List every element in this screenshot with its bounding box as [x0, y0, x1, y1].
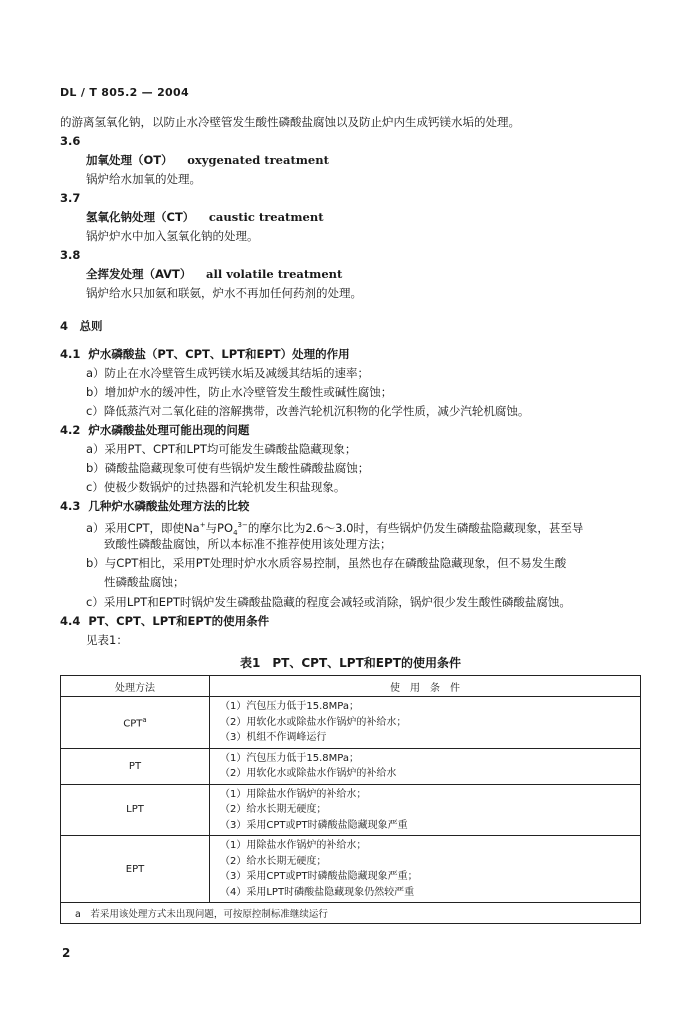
section-3-8-title-en: all volatile treatment	[206, 267, 343, 281]
section-4-4-title	[60, 613, 269, 629]
section-3-7-title-zh: 氢氧化钠处理（CT）	[86, 210, 195, 224]
table-row	[61, 836, 641, 903]
section-4-3-item-b-line1: b）与CPT相比，采用PT处理时炉水水质容易控制，虽然也存在磷酸盐隐藏现象，但不易发生酸	[86, 556, 567, 570]
phosphate-subscript: 4	[233, 529, 238, 538]
method-label: LPT	[126, 804, 144, 816]
item-a-text-1: a）采用CPT，即使Na	[86, 520, 200, 535]
table-footnote-row	[61, 903, 641, 924]
conditions-cell	[210, 784, 641, 836]
header-conditions: 使 用 条 件	[210, 676, 641, 697]
section-4-1-number: 4.1	[60, 347, 81, 361]
section-4-4-see-table: 见表1：	[86, 633, 128, 647]
conditions-table	[60, 675, 641, 924]
item-a-text-3: 的摩尔比为2.6～3.0时，有些锅炉仍发生磷酸盐隐藏现象，甚至导	[247, 520, 584, 535]
section-3-7-title	[86, 209, 324, 225]
method-label: CPT	[123, 717, 143, 729]
section-4-2-heading: 炉水磷酸盐处理可能出现的问题	[88, 423, 250, 437]
section-4-2-item-c: c）使极少数锅炉的过热器和汽轮机发生积盐现象。	[86, 480, 346, 494]
section-4-1-title	[60, 346, 350, 362]
section-4-1-heading: 炉水磷酸盐（PT、CPT、LPT和EPT）处理的作用	[88, 347, 350, 361]
section-3-8-number: 3.8	[60, 248, 81, 262]
conditions-cell	[210, 748, 641, 784]
section-4-2-number: 4.2	[60, 423, 81, 437]
section-4-3-item-c: c）采用LPT和EPT时锅炉发生磷酸盐隐藏的程度会减轻或消除，锅炉很少发生酸性磷酸盐腐蚀。	[86, 595, 571, 609]
header-method: 处理方法	[61, 676, 210, 697]
method-cell	[61, 784, 210, 836]
condition-item: （1）用除盐水作锅炉的补给水；	[220, 788, 367, 800]
section-4-2-title	[60, 422, 249, 438]
section-3-7-number: 3.7	[60, 191, 81, 205]
condition-item: （2）给水长期无硬度；	[220, 855, 327, 867]
condition-item: （3）采用CPT或PT时磷酸盐隐藏现象严重	[220, 819, 408, 831]
table-row	[61, 748, 641, 784]
section-4-title: 4 总则	[60, 319, 103, 333]
section-4-4-number: 4.4	[60, 614, 81, 628]
section-4-2-item-a: a）采用PT、CPT和LPT均可能发生磷酸盐隐藏现象；	[86, 442, 357, 456]
method-cell	[61, 748, 210, 784]
section-3-6-title-en: oxygenated treatment	[187, 153, 329, 167]
section-4-3-heading: 几种炉水磷酸盐处理方法的比较	[88, 499, 250, 513]
condition-item: （3）采用CPT或PT时磷酸盐隐藏现象严重；	[220, 871, 418, 882]
item-a-text-2: 与PO	[205, 520, 234, 535]
section-3-7-title-en: caustic treatment	[208, 210, 324, 224]
section-3-6-title	[86, 152, 329, 168]
table-row	[61, 784, 641, 836]
section-4-3-number: 4.3	[60, 499, 81, 513]
method-label: PT	[128, 760, 142, 772]
section-4-2-item-b: b）磷酸盐隐藏现象可使有些锅炉发生酸性磷酸盐腐蚀；	[86, 461, 370, 475]
section-3-8-body: 锅炉给水只加氨和联氨，炉水不再加任何药剂的处理。	[86, 286, 362, 300]
section-3-7-body: 锅炉炉水中加入氢氧化钠的处理。	[86, 229, 259, 243]
method-label: EPT	[125, 863, 145, 875]
condition-item: （2）用软化水或除盐水作锅炉的补给水；	[220, 716, 407, 728]
condition-item: （2）给水长期无硬度；	[220, 804, 327, 815]
section-3-8-title-zh: 全挥发处理（AVT）	[86, 267, 192, 281]
document-header: DL / T 805.2 — 2004	[60, 86, 189, 99]
condition-item: （1）汽包压力低于15.8MPa；	[220, 701, 359, 712]
condition-item: （1）汽包压力低于15.8MPa；	[220, 752, 359, 764]
section-3-6-body: 锅炉给水加氧的处理。	[86, 172, 201, 186]
table-header-row	[61, 676, 641, 697]
section-3-8-title	[86, 266, 342, 282]
section-4-1-item-a: a）防止在水冷壁管生成钙镁水垢及减缓其结垢的速率；	[86, 366, 370, 380]
section-4-1-item-c: c）降低蒸汽对二氧化硅的溶解携带，改善汽轮机沉积物的化学性质，减少汽轮机腐蚀。	[86, 404, 530, 418]
section-3-6-number: 3.6	[60, 134, 81, 148]
conditions-cell	[210, 697, 641, 749]
conditions-cell	[210, 836, 641, 903]
condition-item: （2）用软化水或除盐水作锅炉的补给水	[220, 768, 397, 779]
table-footnote: a 若采用该处理方式未出现问题，可按原控制标准继续运行	[61, 903, 641, 924]
section-4-3-item-b-line2: 性磷酸盐腐蚀；	[104, 575, 185, 589]
section-4-3-title	[60, 498, 249, 514]
page-number: 2	[62, 946, 71, 960]
table-caption: 表1 PT、CPT、LPT和EPT的使用条件	[240, 656, 461, 670]
intro-line: 的游离氢氧化钠，以防止水冷壁管发生酸性磷酸盐腐蚀以及防止炉内生成钙镁水垢的处理。	[60, 115, 520, 129]
method-cell	[61, 836, 210, 903]
phosphate-charge: 3−	[237, 521, 248, 529]
method-cell	[61, 697, 210, 749]
section-4-4-heading: PT、CPT、LPT和EPT的使用条件	[88, 614, 270, 628]
section-3-6-title-zh: 加氧处理（OT）	[86, 153, 173, 167]
sodium-charge: +	[199, 521, 206, 529]
condition-item: （4）采用LPT时磷酸盐隐藏现象仍然较严重	[220, 886, 415, 898]
footnote-mark: a	[142, 715, 147, 724]
section-4-1-item-b: b）增加炉水的缓冲性，防止水冷壁管发生酸性或碱性腐蚀；	[86, 385, 393, 399]
section-4-3-item-a-line2: 致酸性磷酸盐腐蚀，所以本标准不推荐使用该处理方法；	[104, 537, 392, 551]
condition-item: （3）机组不作调峰运行	[220, 732, 327, 743]
condition-item: （1）用除盐水作锅炉的补给水；	[220, 840, 367, 851]
table-row	[61, 697, 641, 749]
